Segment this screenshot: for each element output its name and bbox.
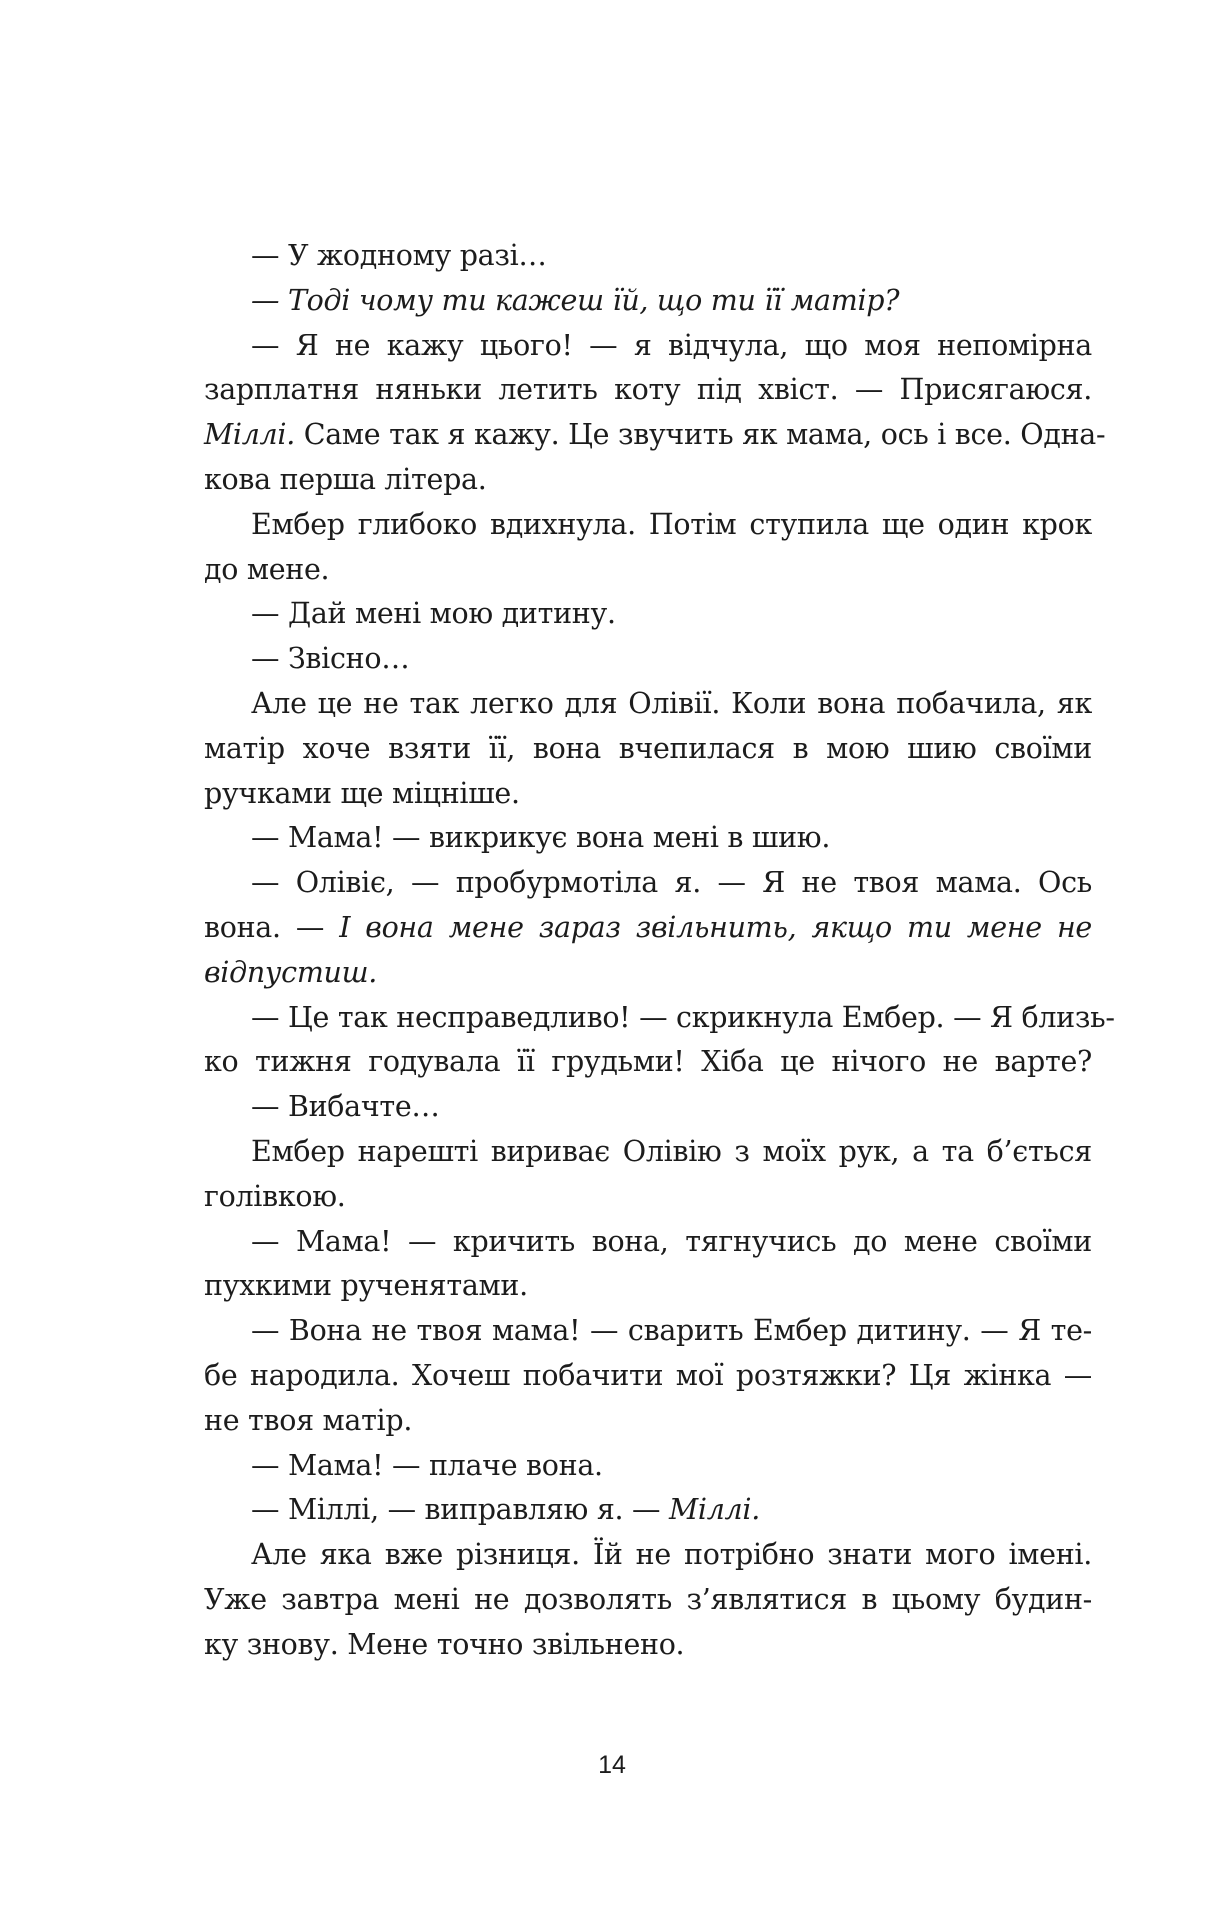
text-segment: — Міллі, — виправляю я. — [251, 1493, 669, 1527]
text-segment: до мене. [204, 552, 330, 586]
text-line [204, 1578, 1092, 1623]
text-segment: ку знову. Мене точно звільнено. [204, 1627, 685, 1661]
text-line [204, 592, 1092, 637]
text-line [204, 1220, 1092, 1265]
text-line [204, 413, 1106, 458]
text-line [204, 906, 1092, 951]
text-segment: — Дай мені мою дитину. [251, 597, 616, 631]
text-line [204, 951, 1092, 996]
text-segment: Уже завтра мені не дозволять з’являтися в цьому будин- [204, 1582, 1092, 1616]
text-line [204, 458, 1092, 503]
text-line [204, 548, 1092, 593]
text-segment: — Мама! — кричить вона, тягнучись до мене своїми [251, 1224, 1092, 1258]
text-line [204, 861, 1092, 906]
text-segment: не твоя матір. [204, 1403, 413, 1437]
text-line [204, 637, 1092, 682]
text-segment: пухкими рученятами. [204, 1269, 528, 1303]
text-line [204, 816, 1092, 861]
text-line [204, 1175, 1092, 1220]
text-segment: ко тижня годувала її грудьми! Хіба це нічого не варте? [204, 1045, 1092, 1079]
text-segment: — Вона не твоя мама! — сварить Ембер дитину. — Я те- [251, 1314, 1092, 1348]
text-line [204, 996, 1115, 1041]
text-segment: бе народила. Хочеш побачити мої розтяжки? Ця жінка — [204, 1358, 1092, 1392]
text-line [204, 1085, 1092, 1130]
text-line [204, 368, 1092, 413]
text-segment: — У жодному разі… [251, 239, 547, 272]
text-segment: — Мама! — викрикує вона мені в шию. [251, 821, 831, 855]
text-segment: Міллі. [669, 1493, 760, 1527]
text-segment: Міллі. [204, 418, 295, 452]
text-segment: — Тоді чому ти кажеш їй, що ти її матір? [251, 283, 900, 317]
text-segment: Ембер глибоко вдихнула. Потім ступила ще один крок [251, 507, 1092, 541]
text-segment: Ембер нарешті вириває Олівію з моїх рук, а та б’ється [251, 1134, 1092, 1168]
text-segment: — Я не кажу цього! — я відчула, що моя непомірна [251, 328, 1092, 362]
text-segment: Але це не так легко для Олівії. Коли вона побачила, як [251, 686, 1092, 720]
text-line [204, 234, 1092, 279]
text-segment: вона. — [204, 910, 340, 944]
text-line [204, 1130, 1092, 1175]
text-line [204, 772, 1092, 817]
text-line [204, 1399, 1092, 1444]
text-line [204, 279, 1092, 324]
body-text [204, 234, 1115, 1668]
text-segment: — Мама! — плаче вона. [251, 1448, 603, 1482]
text-segment: І вона мене зараз звільнить, якщо ти мене не [339, 910, 1092, 944]
text-line [204, 1264, 1092, 1309]
text-segment: матір хоче взяти її, вона вчепилася в мою шию своїми [204, 731, 1092, 765]
text-segment: кова перша літера. [204, 462, 487, 496]
text-line [204, 1040, 1092, 1085]
text-segment: — Вибачте… [251, 1090, 440, 1124]
text-segment: Але яка вже різниця. Їй не потрібно знати мого імені. [251, 1538, 1092, 1572]
text-line [204, 503, 1092, 548]
text-line [204, 682, 1092, 727]
text-line [204, 1488, 1092, 1533]
text-segment: — Це так несправедливо! — скрикнула Ембер. — Я близь- [251, 1000, 1115, 1034]
text-line [204, 1354, 1092, 1399]
text-line [204, 1309, 1092, 1354]
text-line [204, 727, 1092, 772]
text-segment: зарплатня няньки летить коту під хвіст. — Присягаюся. [204, 373, 1092, 407]
text-segment: Саме так я кажу. Це звучить як мама, ось і все. Одна- [294, 418, 1106, 452]
text-segment: голівкою. [204, 1179, 346, 1213]
text-segment: відпустиш. [204, 955, 378, 989]
text-segment: — Звісно… [251, 642, 410, 676]
text-segment: — Олівіє, — пробурмотіла я. — Я не твоя мама. Ось [251, 866, 1092, 900]
text-line [204, 324, 1092, 369]
page-number: 14 [598, 1751, 626, 1779]
text-line [204, 1623, 1092, 1668]
text-line [204, 1444, 1092, 1489]
text-line [204, 1533, 1092, 1578]
text-segment: ручками ще міцніше. [204, 776, 520, 810]
